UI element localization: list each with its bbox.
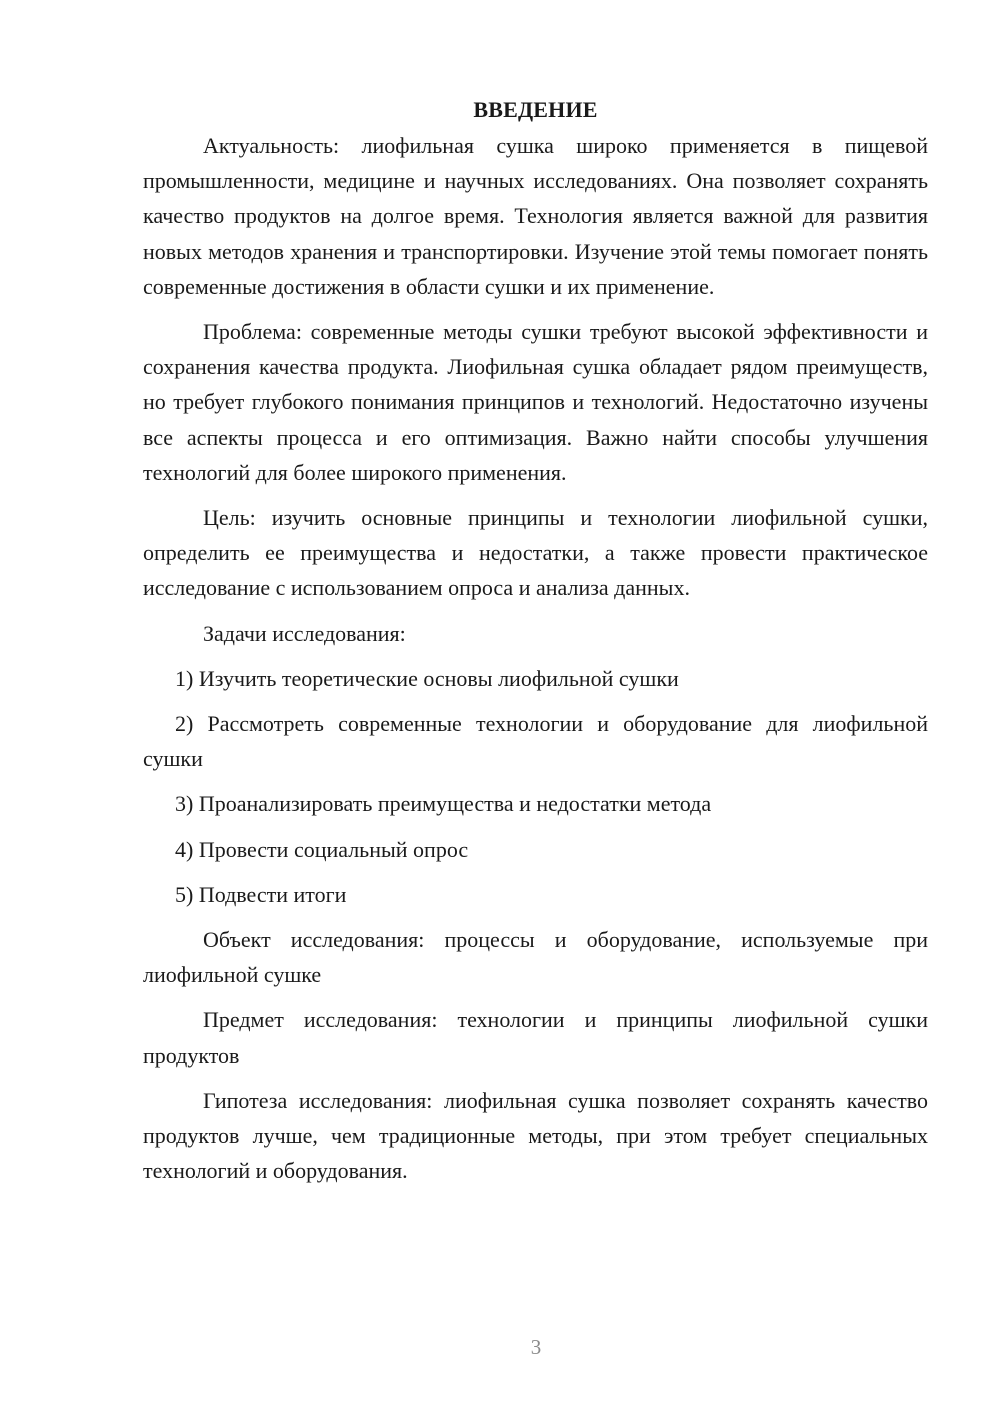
paragraph-problem: Проблема: современные методы сушки требуют высокой эффективности и сохранения качества продукта. Лиофильная сушка обладает рядом преимуществ, но требует глубокого понимания принципов и технологий. Недостаточно изучены все аспекты процесса и его оптимизация. Важно найти способы улучшения технологий для более широкого применения. [143,319,928,485]
paragraph-relevance: Актуальность: лиофильная сушка широко применяется в пищевой промышленности, медицине и научных исследованиях. Она позволяет сохранять качество продуктов на долгое время. Технология является важной для развития новых методов хранения и транспортировки. Изучение этой темы помогает понять современные достижения в области сушки и их применение. [143,133,928,299]
document-page [143,94,928,1198]
paragraph-goal: Цель: изучить основные принципы и технологии лиофильной сушки, определить ее преимущества и недостатки, а также провести практическое исследование с использованием опроса и анализа данных. [143,505,928,601]
task-item-5: 5) Подвести итоги [175,881,347,907]
page-title: ВВЕДЕНИЕ [473,97,598,122]
page-number: 3 [530,1335,542,1359]
task-item-1: 1) Изучить теоретические основы лиофильной сушки [175,665,679,691]
paragraph-subject: Предмет исследования: технологии и принципы лиофильной сушки продуктов [143,1007,928,1068]
task-item-3: 3) Проанализировать преимущества и недостатки метода [175,791,712,817]
paragraph-hypothesis: Гипотеза исследования: лиофильная сушка позволяет сохранять качество продуктов лучше, чем традиционные методы, при этом требует специальных технологий и оборудования. [143,1087,928,1184]
task-item-2: 2) Рассмотреть современные технологии и оборудование для лиофильной сушки [143,711,928,772]
paragraph-object: Объект исследования: процессы и оборудование, используемые при лиофильной сушке [143,927,928,988]
tasks-heading: Задачи исследования: [203,620,406,646]
task-item-4: 4) Провести социальный опрос [175,836,469,862]
